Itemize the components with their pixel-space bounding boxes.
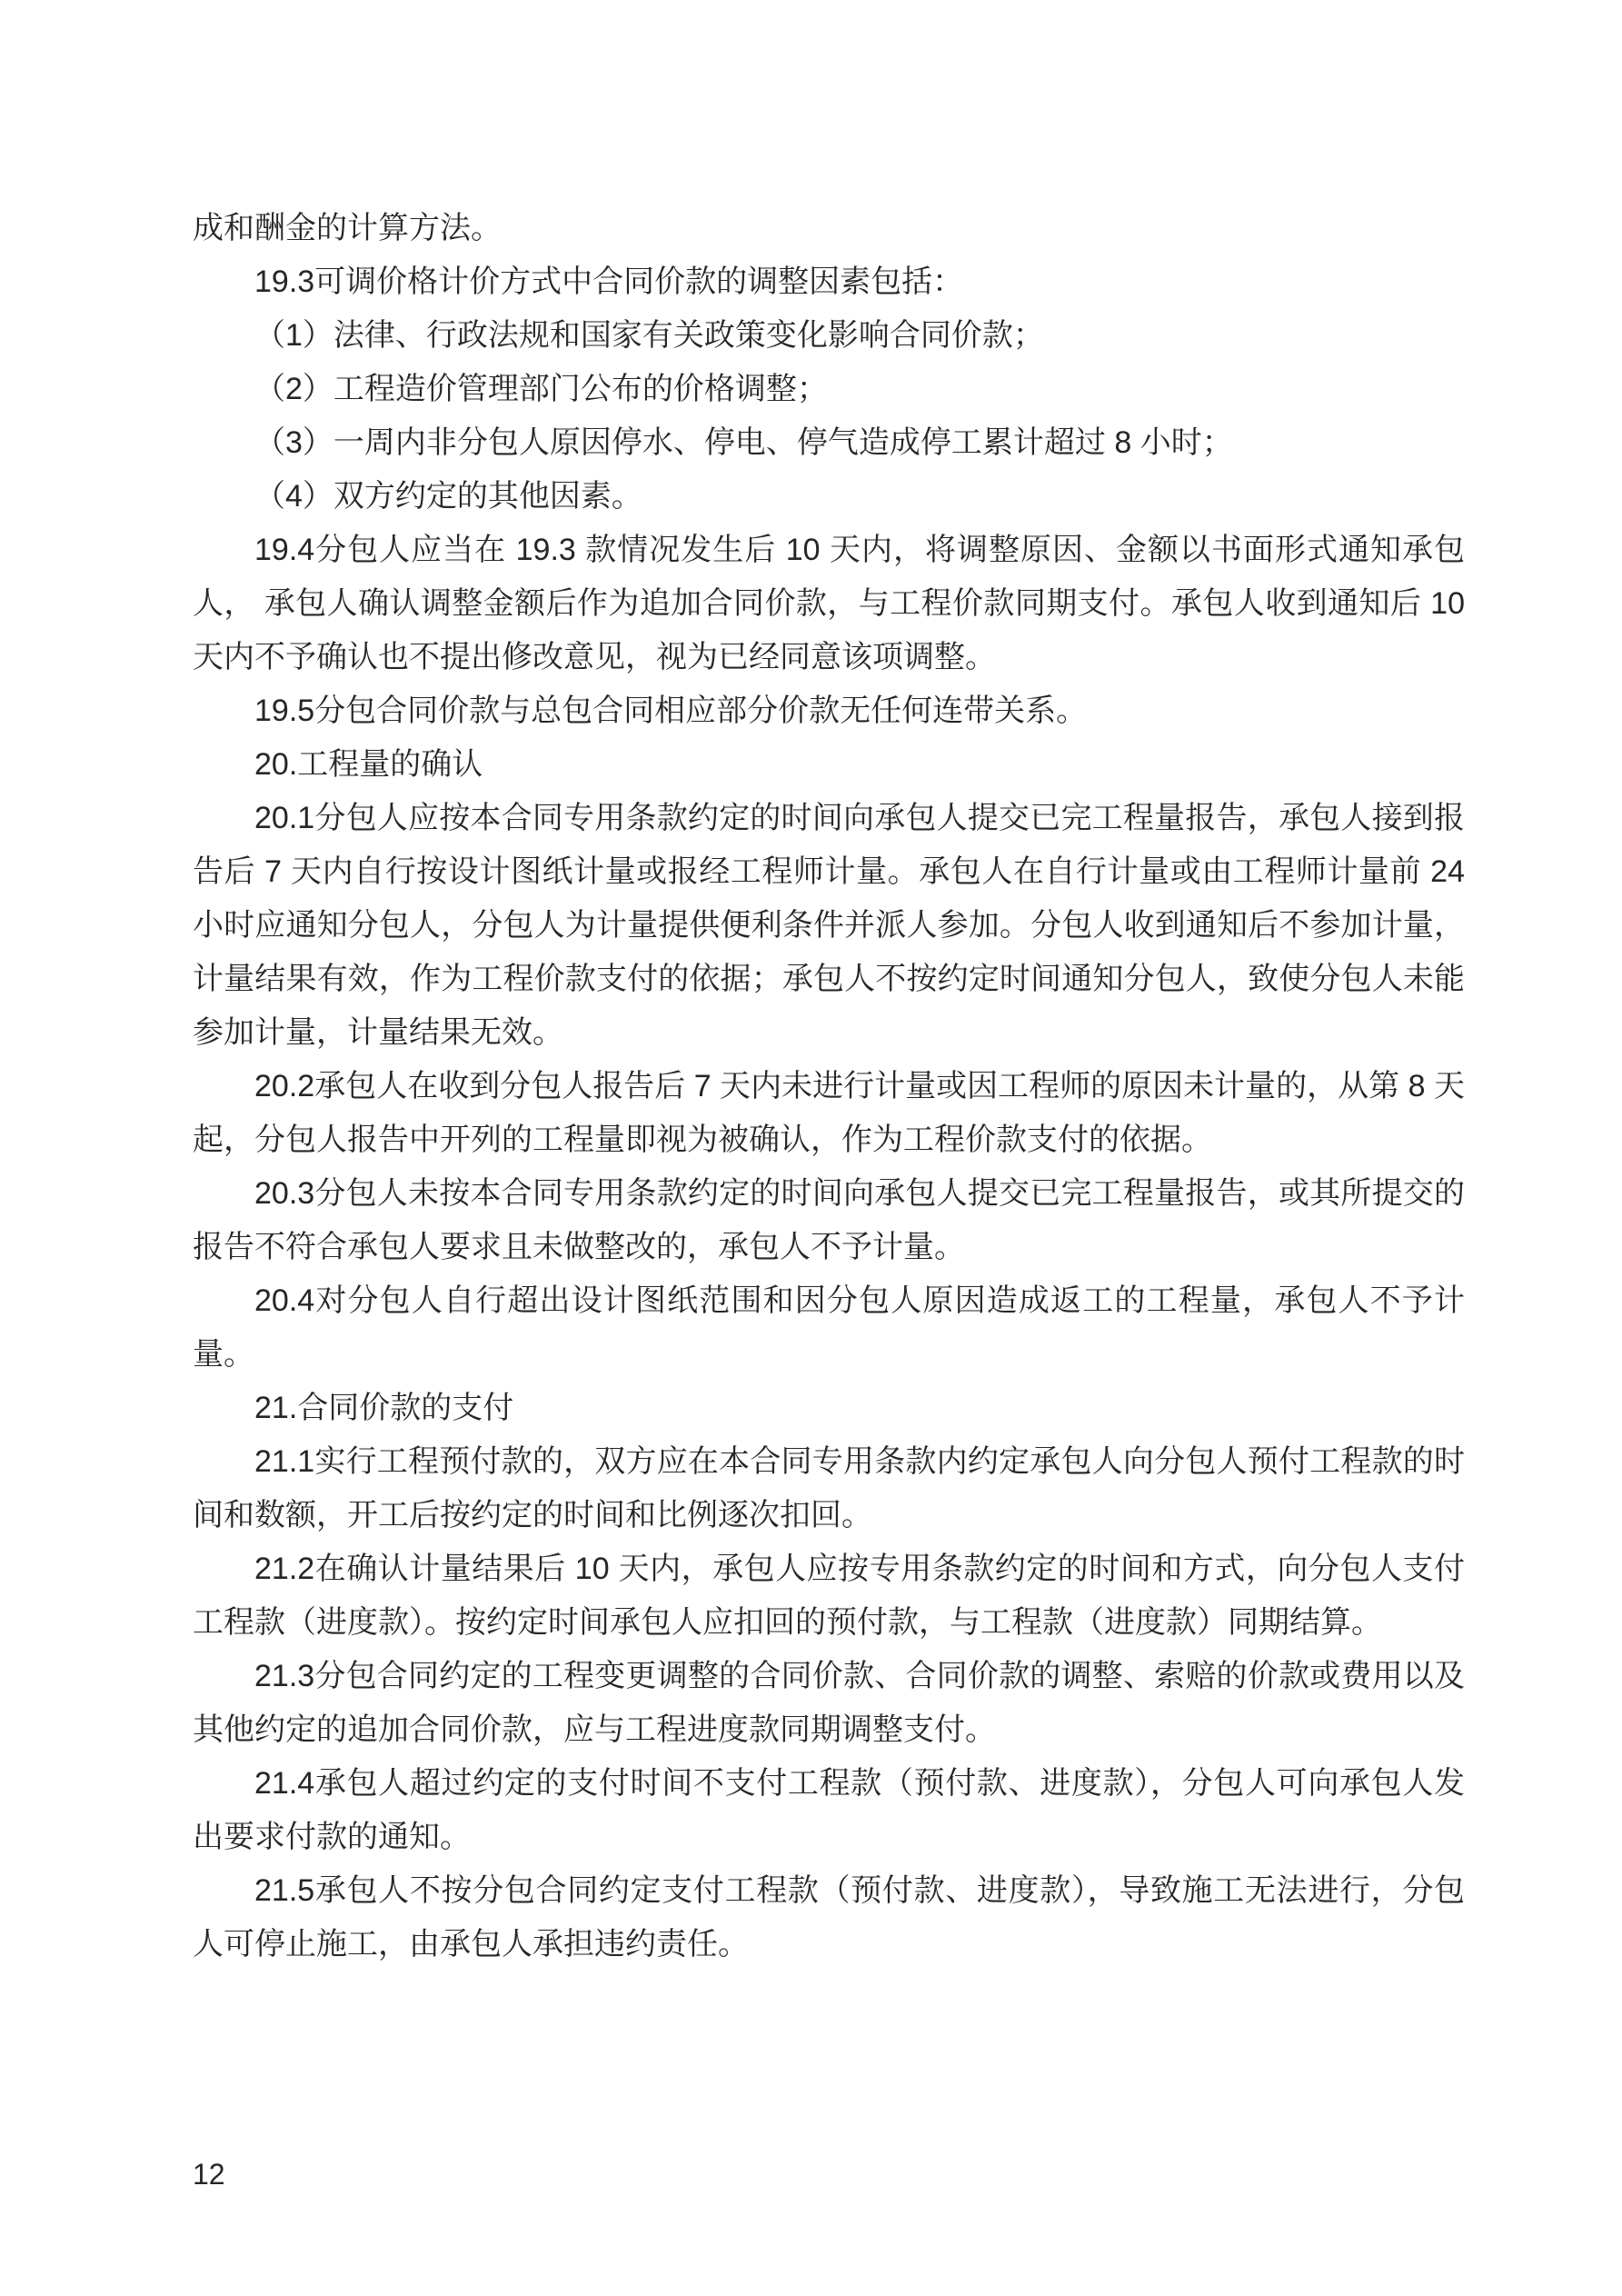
paragraph: 20.3分包人未按本合同专用条款约定的时间向承包人提交已完工程量报告，或其所提交的报告不符合承包人要求且未做整改的，承包人不予计量。 (193, 1176, 1465, 1264)
paragraph: 20.2承包人在收到分包人报告后 7 天内未进行计量或因工程师的原因未计量的，从第 8 天起，分包人报告中开列的工程量即视为被确认，作为工程价款支付的依据。 (193, 1069, 1465, 1157)
paragraph: 21.4承包人超过约定的支付时间不支付工程款（预付款、进度款），分包人可向承包人发出要求付款的通知。 (193, 1766, 1465, 1854)
paragraph: 19.4分包人应当在 19.3 款情况发生后 10 天内，将调整原因、金额以书面形式通知承包人， 承包人确认调整金额后作为追加合同价款，与工程价款同期支付。承包人收到通知后 10 天内不予确认也不提出修改意见，视为已经同意该项调整。 (193, 533, 1465, 674)
paragraph: 21.2在确认计量结果后 10 天内，承包人应按专用条款约定的时间和方式，向分包人支付工程款（进度款）。按约定时间承包人应扣回的预付款，与工程款（进度款）同期结算。 (193, 1552, 1465, 1640)
document-body (193, 202, 1465, 1972)
paragraph: 20.1分包人应按本合同专用条款约定的时间向承包人提交已完工程量报告，承包人接到报告后 7 天内自行按设计图纸计量或报经工程师计量。承包人在自行计量或由工程师计量前 24 小时应通知分包人，分包人为计量提供便利条件并派人参加。分包人收到通知后不参加计量，计量结果有效，作为工程价款支付的依据；承包人不按约定时间通知分包人，致使分包人未能 参加计量，计量结果无效。 (193, 801, 1465, 1050)
paragraph: 20.工程量的确认 (254, 747, 483, 782)
paragraph: （3）一周内非分包人原因停水、停电、停气造成停工累计超过 8 小时； (254, 425, 1233, 460)
paragraph: 成和酬金的计算方法。 (193, 211, 502, 245)
paragraph: （2）工程造价管理部门公布的价格调整； (254, 372, 828, 406)
paragraph: 20.4对分包人自行超出设计图纸范围和因分包人原因造成返工的工程量，承包人不予计量。 (193, 1283, 1465, 1372)
paragraph: 19.3可调价格计价方式中合同价款的调整因素包括： (254, 265, 964, 299)
paragraph: （4）双方约定的其他因素。 (254, 479, 642, 514)
paragraph: （1）法律、行政法规和国家有关政策变化影响合同价款； (254, 318, 1044, 353)
paragraph: 19.5分包合同价款与总包合同相应部分价款无任何连带关系。 (254, 694, 1088, 728)
paragraph: 21.1实行工程预付款的，双方应在本合同专用条款内约定承包人向分包人预付工程款的时间和数额，开工后按约定的时间和比例逐次扣回。 (193, 1444, 1465, 1532)
page-number: 12 (193, 2158, 225, 2191)
paragraph: 21.合同价款的支付 (254, 1391, 514, 1425)
paragraph: 21.5承包人不按分包合同约定支付工程款（预付款、进度款），导致施工无法进行，分包人可停止施工，由承包人承担违约责任。 (193, 1873, 1465, 1962)
paragraph: 21.3分包合同约定的工程变更调整的合同价款、合同价款的调整、索赔的价款或费用以及其他约定的追加合同价款，应与工程进度款同期调整支付。 (193, 1659, 1465, 1747)
